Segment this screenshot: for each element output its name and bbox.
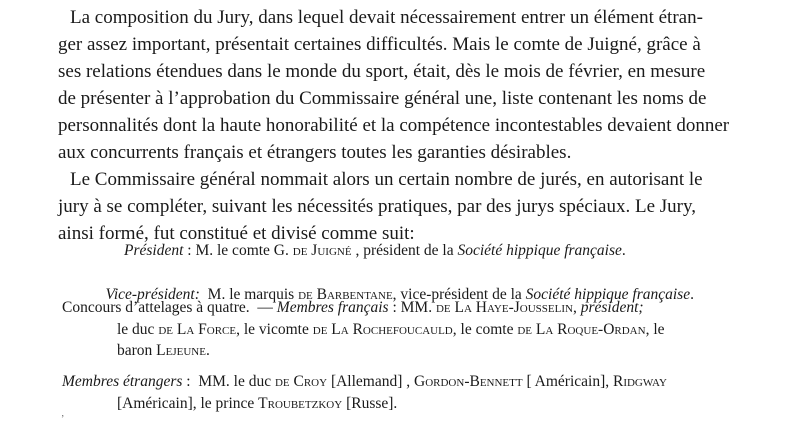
paragraph-line: ainsi formé, fut constitué et divisé comme suit: <box>58 223 415 244</box>
text-segment: [Allemand] , <box>327 373 415 390</box>
text-segment: . <box>205 342 210 359</box>
vice-president-name: de Barbentane <box>298 286 393 303</box>
text-segment: [Américain], le prince <box>117 394 259 412</box>
members-foreign-label: Membres étrangers <box>62 373 183 390</box>
text-segment: , le vicomte <box>236 320 313 338</box>
text-segment: le duc <box>117 320 159 338</box>
text-segment: , le comte <box>452 320 518 338</box>
footer-mark: ’ <box>61 414 65 425</box>
members-french-label: Membres français <box>276 299 389 316</box>
vice-president-role: Vice-président: <box>105 286 200 303</box>
jury-vice-president-line: Vice-président: M. le marquis de Barbentane, vice-président de la Société hippique française. <box>105 286 694 303</box>
member-name: Troubetzkoy <box>258 394 343 412</box>
text-segment: , le <box>645 320 665 338</box>
member-name: de La Haye-Jousselin <box>435 299 573 316</box>
paragraph-line: jury à se compléter, suivant les nécessités pratiques, par des jurys spéciaux. Le Jury, <box>58 196 697 217</box>
member-name: de La Force <box>158 320 237 338</box>
text-segment: [ Américain], <box>522 373 613 390</box>
society-name: Société hippique française <box>525 286 691 303</box>
concours-line-3 <box>62 340 762 362</box>
text-segment: [Russe]. <box>342 394 398 412</box>
paragraph-line: ses relations étendues dans le monde du sport, était, dès le mois de février, en mesure <box>58 61 706 82</box>
text-segment: baron <box>117 342 157 359</box>
foreign-line-1 <box>62 371 762 393</box>
member-role: président; <box>580 299 644 316</box>
paragraph-line: La composition du Jury, dans lequel devait nécessairement entrer un élément étran- <box>70 7 703 28</box>
member-name: de La Rochefoucauld <box>312 320 453 338</box>
paragraph-line: ger assez important, présentait certaines difficultés. Mais le comte de Juigné, grâce à <box>58 34 701 55</box>
concours-title: Concours d’attelages à quatre. <box>62 299 250 316</box>
president-name: de Juigné <box>292 242 352 259</box>
jury-president-line: Président : M. le comte G. de Juigné , président de la Société hippique française. <box>124 242 626 259</box>
member-name: Ridgway <box>612 373 667 390</box>
concours-line-1: Concours d’attelages à quatre. — Membres français : MM. de La Haye-Jousselin, président; <box>62 299 644 316</box>
society-name: Société hippique française <box>457 242 622 259</box>
commissioner-paragraph <box>58 166 748 247</box>
intro-paragraph <box>58 4 748 166</box>
foreign-line-2 <box>62 393 762 415</box>
member-name: Lejeune <box>156 342 206 359</box>
member-name: de La Roque-Ordan <box>517 320 646 338</box>
concours-line-2 <box>62 319 762 341</box>
member-name: Gordon-Bennett <box>414 373 523 390</box>
paragraph-line: de présenter à l’approbation du Commissaire général une, liste contenant les noms de <box>58 88 707 109</box>
text-segment: : MM. le duc <box>182 373 275 390</box>
president-role: Président <box>124 242 184 259</box>
paragraph-line: Le Commissaire général nommait alors un certain nombre de jurés, en autorisant le <box>70 169 703 190</box>
foreign-members-section <box>62 371 762 414</box>
concours-section <box>62 297 762 362</box>
paragraph-line: personnalités dont la haute honorabilité et la compétence incontestables devaient donner <box>58 115 730 136</box>
member-name: de Croy <box>274 373 328 390</box>
paragraph-line: aux concurrents français et étrangers toutes les garanties désirables. <box>58 142 572 163</box>
